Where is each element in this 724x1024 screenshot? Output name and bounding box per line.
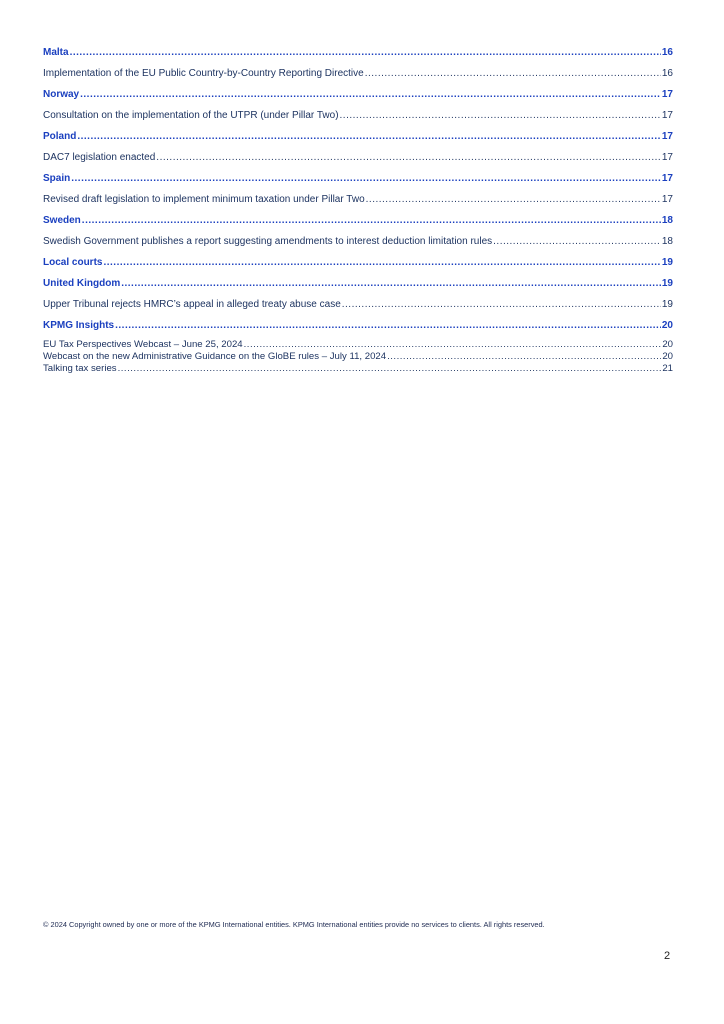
toc-entry-label: DAC7 legislation enacted <box>43 152 156 163</box>
toc-entry-label: Poland <box>43 131 77 142</box>
toc-entry-sweden-interest[interactable] <box>43 231 673 252</box>
toc-entry-label: Malta <box>43 47 69 58</box>
toc-entry-label: KPMG Insights <box>43 320 115 331</box>
toc-entry-page: 19 <box>661 257 673 268</box>
toc-entry-page: 17 <box>661 152 673 163</box>
toc-entry-poland-dac7[interactable] <box>43 147 673 168</box>
toc-entry-page: 19 <box>661 299 673 310</box>
toc-dot-leader <box>387 351 661 363</box>
toc-entry-malta[interactable] <box>43 42 673 63</box>
toc-entry-page: 16 <box>661 47 673 58</box>
toc-entry-page: 21 <box>662 363 673 374</box>
toc-dot-leader <box>82 210 661 231</box>
toc-entry-label: Sweden <box>43 215 81 226</box>
page-number: 2 <box>664 950 671 962</box>
toc-dot-leader <box>118 363 662 375</box>
toc-entry-label: Swedish Government publishes a report suggesting amendments to interest deduction limitation rules <box>43 236 493 247</box>
toc-entry-kpmg-insights[interactable] <box>43 315 673 336</box>
toc-dot-leader <box>103 252 660 273</box>
toc-dot-leader <box>493 231 661 252</box>
toc-entry-page: 17 <box>661 110 673 121</box>
toc-dot-leader <box>121 273 661 294</box>
toc-entry-label: EU Tax Perspectives Webcast – June 25, 2024 <box>43 339 243 350</box>
toc-entry-label: Consultation on the implementation of the UTPR (under Pillar Two) <box>43 110 339 121</box>
toc-entry-page: 20 <box>662 339 673 350</box>
toc-entry-page: 20 <box>661 320 673 331</box>
toc-dot-leader <box>80 84 661 105</box>
toc-dot-leader <box>342 294 661 315</box>
toc-entry-page: 17 <box>661 131 673 142</box>
toc-dot-leader <box>156 147 661 168</box>
toc-entry-uk-tribunal[interactable] <box>43 294 673 315</box>
toc-dot-leader <box>244 339 662 351</box>
toc-entry-page: 16 <box>661 68 673 79</box>
toc-entry-label: Revised draft legislation to implement minimum taxation under Pillar Two <box>43 194 365 205</box>
toc-entry-local-courts[interactable] <box>43 252 673 273</box>
toc-entry-label: Talking tax series <box>43 363 117 374</box>
copyright-footer: © 2024 Copyright owned by one or more of the KPMG International entities. KPMG International entities provide no services to clients. All rights reserved. <box>43 920 545 929</box>
toc-dot-leader <box>115 315 661 336</box>
toc-entry-label: Spain <box>43 173 71 184</box>
toc-entry-label: Local courts <box>43 257 103 268</box>
toc-dot-leader <box>77 126 661 147</box>
toc-dot-leader <box>70 42 661 63</box>
toc-entry-label: Webcast on the new Administrative Guidance on the GloBE rules – July 11, 2024 <box>43 351 387 362</box>
toc-dot-leader <box>340 105 661 126</box>
toc-entry-page: 17 <box>661 173 673 184</box>
toc-entry-label: United Kingdom <box>43 278 121 289</box>
toc-entry-united-kingdom[interactable] <box>43 273 673 294</box>
toc-entry-poland[interactable] <box>43 126 673 147</box>
toc-entry-norway-utpr[interactable] <box>43 105 673 126</box>
toc-entry-label: Upper Tribunal rejects HMRC’s appeal in alleged treaty abuse case <box>43 299 341 310</box>
toc-entry-page: 19 <box>661 278 673 289</box>
toc-entry-eu-webcast[interactable] <box>43 339 673 351</box>
toc-entry-label: Implementation of the EU Public Country-by-Country Reporting Directive <box>43 68 364 79</box>
toc-entry-page: 17 <box>661 194 673 205</box>
toc-entry-globe-webcast[interactable] <box>43 351 673 363</box>
toc-entry-page: 18 <box>661 236 673 247</box>
table-of-contents <box>43 42 673 375</box>
toc-dot-leader <box>71 168 661 189</box>
toc-entry-page: 20 <box>662 351 673 362</box>
toc-dot-leader <box>366 189 661 210</box>
toc-entry-page: 18 <box>661 215 673 226</box>
toc-entry-norway[interactable] <box>43 84 673 105</box>
toc-entry-spain[interactable] <box>43 168 673 189</box>
toc-entry-talking-tax[interactable] <box>43 363 673 375</box>
toc-entry-label: Norway <box>43 89 80 100</box>
toc-dot-leader <box>365 63 661 84</box>
toc-entry-spain-pillar-two[interactable] <box>43 189 673 210</box>
toc-entry-page: 17 <box>661 89 673 100</box>
toc-entry-malta-cbcr[interactable] <box>43 63 673 84</box>
toc-entry-sweden[interactable] <box>43 210 673 231</box>
